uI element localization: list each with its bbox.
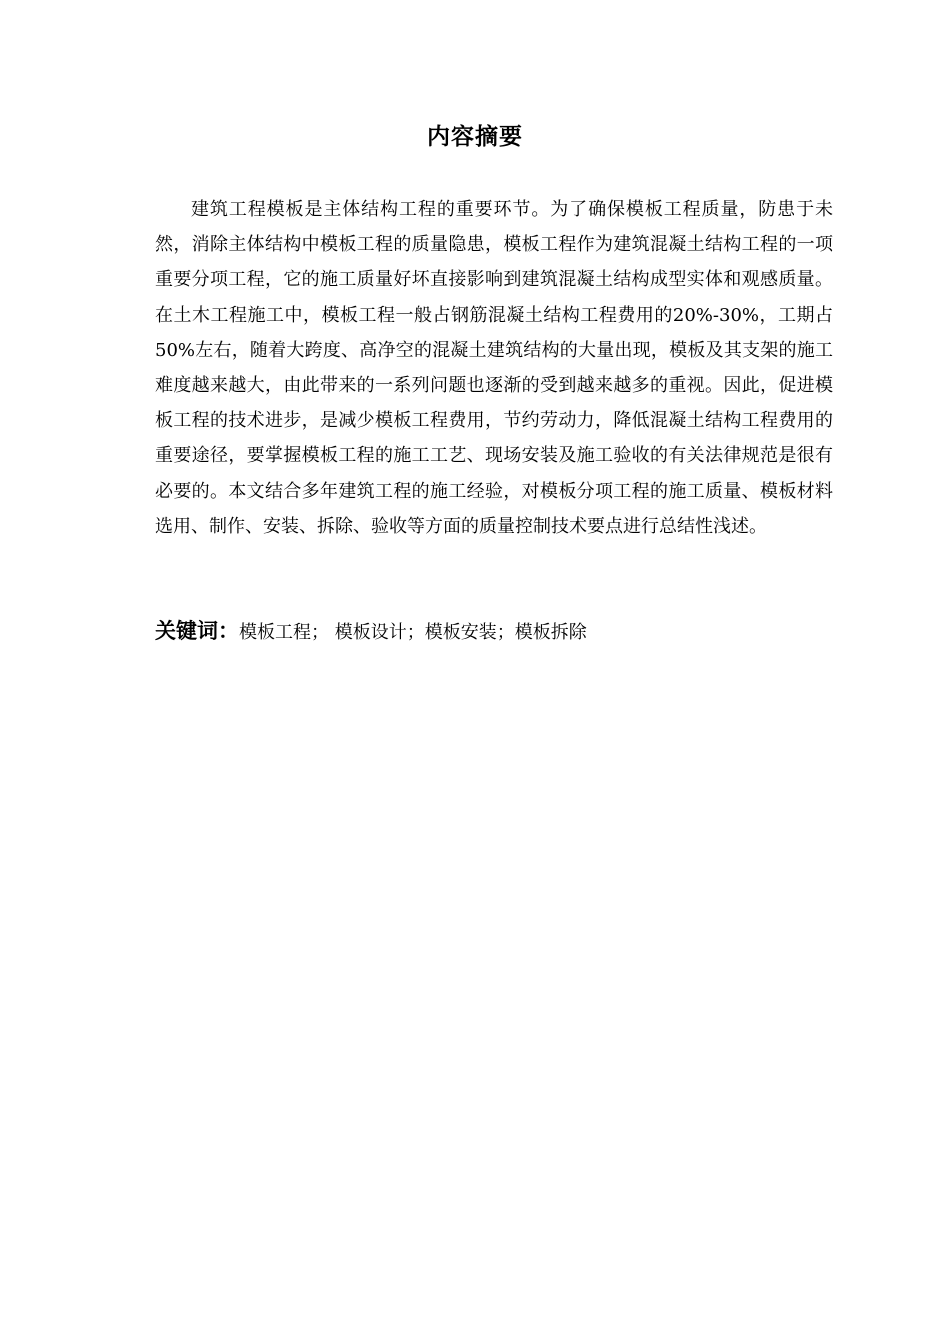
page-title: 内容摘要: [427, 124, 523, 150]
keywords-label: 关键词：: [155, 619, 239, 643]
keywords-text: 模板工程； 模板设计；模板安装；模板拆除: [239, 622, 587, 643]
keywords-line: [155, 614, 835, 651]
abstract-paragraph: 建筑工程模板是主体结构工程的重要环节。为了确保模板工程质量，防患于未然，消除主体结构中模板工程的质量隐患，模板工程作为建筑混凝土结构工程的一项重要分项工程，它的施工质量好坏直接影响到建筑混凝土结构成型实体和观感质量。在土木工程施工中，模板工程一般占钢筋混凝土结构工程费用的20%-30%，工期占50%左右，随着大跨度、高净空的混凝土建筑结构的大量出现，模板及其支架的施工难度越来越大，由此带来的一系列问题也逐渐的受到越来越多的重视。因此，促进模板工程的技术进步，是减少模板工程费用，节约劳动力，降低混凝土结构工程费用的重要途径，要掌握模板工程的施工工艺、现场安装及施工验收的有关法律规范是很有必要的。本文结合多年建筑工程的施工经验，对模板分项工程的施工质量、模板材料选用、制作、安装、拆除、验收等方面的质量控制技术要点进行总结性浅述。: [155, 199, 833, 537]
